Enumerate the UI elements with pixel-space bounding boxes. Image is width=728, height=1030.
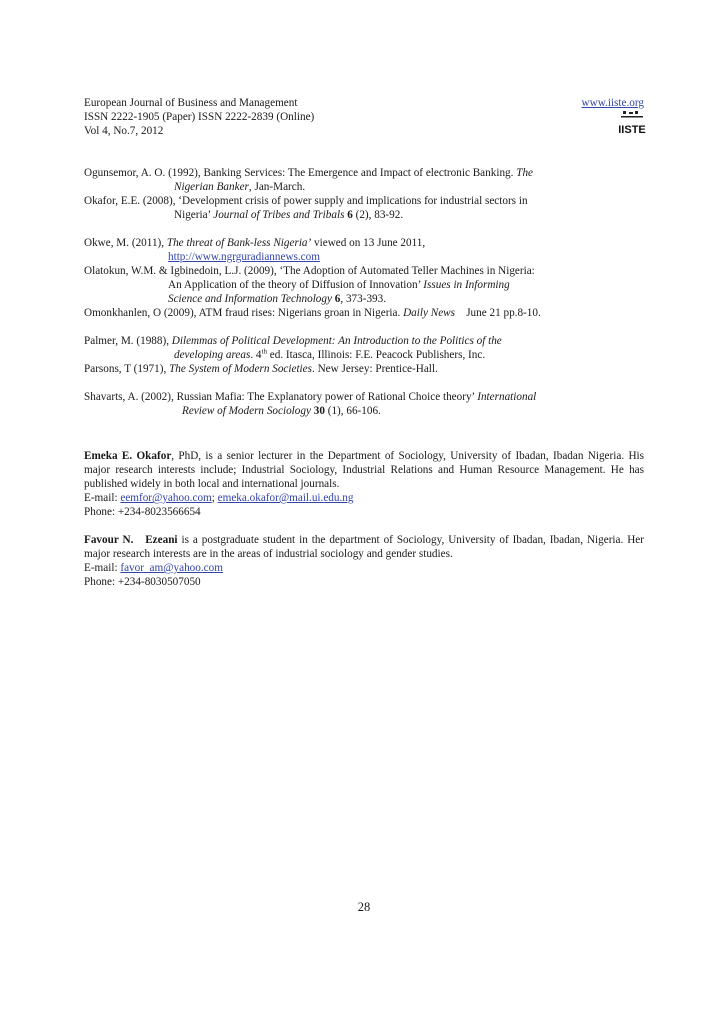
ref-volume: 30 [310,405,325,417]
ref-journal-italic: Science and Information Technology [168,293,332,305]
ref-text: Shavarts, A. (2002), Russian Mafia: The Explanatory power of Rational Choice theory’ [84,391,478,403]
logo-text: IISTE [618,124,646,136]
bio-phone: Phone: +234-8030507050 [84,576,201,588]
ref-title-italic: Dilemmas of Political Development: An Introduction to the Politics of the [171,335,502,347]
reference-okwe [84,236,644,250]
issn-line: ISSN 2222-1905 (Paper) ISSN 2222-2839 (Online) [84,111,315,123]
reference-omonkhanlen [84,306,644,320]
bio-text: , PhD, is a senior lecturer in the Department of Sociology, University of Ibadan, Ibadan Nigeria. His major research interests include; Industrial Sociology, Industrial Relations and Human Resource Management. He has published widely in both local and international journals. [84,450,644,490]
ref-text: An Application of the theory of Diffusion of Innovation’ [168,279,424,291]
ref-title-italic: The System of Modern Societies [169,363,312,375]
email-link[interactable]: eemfor@yahoo.com [120,492,212,504]
ref-text: Olatokun, W.M. & Igbinedoin, L.J. (2009), ‘The Adoption of Automated Teller Machines in Nigeria: [84,265,535,277]
ref-text: Ogunsemor, A. O. (1992), Banking Services: The Emergence and Impact of electronic Banking. [84,167,517,179]
email-link[interactable]: emeka.okafor@mail.ui.edu.ng [217,492,354,504]
reference-ogunsemor-cont [84,180,644,194]
ref-volume: 6 [331,293,341,305]
email-label: E-mail: [84,562,121,574]
author-name: Emeka E. Okafor [84,450,172,462]
iiste-logo-icon [620,110,644,136]
bio-okafor [84,449,644,519]
page-number: 28 [357,900,371,914]
email-link[interactable]: favor_am@yahoo.com [120,562,223,574]
author-bios [84,449,644,589]
ref-title-italic: The threat of Bank-less Nigeria’ [166,237,312,249]
ref-text: . 4 [250,349,262,361]
ref-text: . New Jersey: Prentice-Hall. [311,363,438,375]
ref-text: Omonkhanlen, O (2009), ATM fraud rises: Nigerians groan in Nigeria. [84,307,404,319]
journal-title: European Journal of Business and Management [84,97,298,109]
ref-text: (1), 66-106. [324,405,381,417]
reference-shavarts [84,390,644,404]
reference-okafor [84,194,644,208]
journal-url-link[interactable]: www.iiste.org [581,97,644,109]
ref-title-italic: Nigerian Banker [174,181,249,193]
email-label: E-mail: [84,492,121,504]
bio-paragraph [84,449,644,491]
ref-text: Parsons, T (1971), [84,363,170,375]
ref-text: Okafor, E.E. (2008), ‘Development crisis of power supply and implications for industrial sectors in [84,195,528,207]
ref-volume: 6 [344,209,353,221]
ref-journal-italic: Journal of Tribes and Tribals [213,209,345,221]
reference-palmer [84,334,644,348]
reference-parsons [84,362,644,376]
ref-journal-italic: Issues in Informing [423,279,510,291]
ref-text: Nigeria’ [174,209,214,221]
bio-paragraph [84,533,644,561]
reference-olatokun-cont [84,278,644,292]
reference-olatokun-cont2 [84,292,644,306]
bio-email-line [84,561,644,575]
ref-text: Okwe, M. (2011), [84,237,167,249]
ref-text: viewed on 13 June 2011, [311,237,426,249]
ref-url-link[interactable]: http://www.ngrguradiannews.com [168,251,320,263]
reference-palmer-cont [84,348,644,362]
ref-text: (2), 83-92. [352,209,404,221]
email-separator: ; [211,492,218,504]
reference-okafor-cont [84,208,644,222]
page-header [84,96,644,138]
reference-okwe-cont [84,250,644,264]
ref-title-italic: developing areas [174,349,251,361]
ref-text: , Jan-March. [248,181,306,193]
bio-email-line [84,491,644,505]
bio-ezeani [84,533,644,589]
author-name: Favour N. Ezeani [84,534,178,546]
bio-phone: Phone: +234-8023566654 [84,506,201,518]
reference-olatokun [84,264,644,278]
ref-title-italic: The [516,167,534,179]
references-list [84,166,644,418]
ref-text: , 373-393. [340,293,387,305]
ref-text: Palmer, M. (1988), [84,335,172,347]
ref-journal-italic: Review of Modern Sociology [182,405,311,417]
ref-journal-italic: International [477,391,537,403]
reference-shavarts-cont [84,404,644,418]
bio-text: is a postgraduate student in the department of Sociology, University of Ibadan, Ibadan, Nigeria. Her major research interests are in the areas of industrial sociology and gender studies. [84,534,644,560]
reference-ogunsemor [84,166,644,180]
ref-journal-italic: Daily News [403,307,455,319]
volume-line: Vol 4, No.7, 2012 [84,125,164,137]
ref-text: ed. Itasca, Illinois: F.E. Peacock Publishers, Inc. [266,349,486,361]
ref-text: June 21 pp.8-10. [455,307,541,319]
ref-superscript: th [261,347,267,356]
